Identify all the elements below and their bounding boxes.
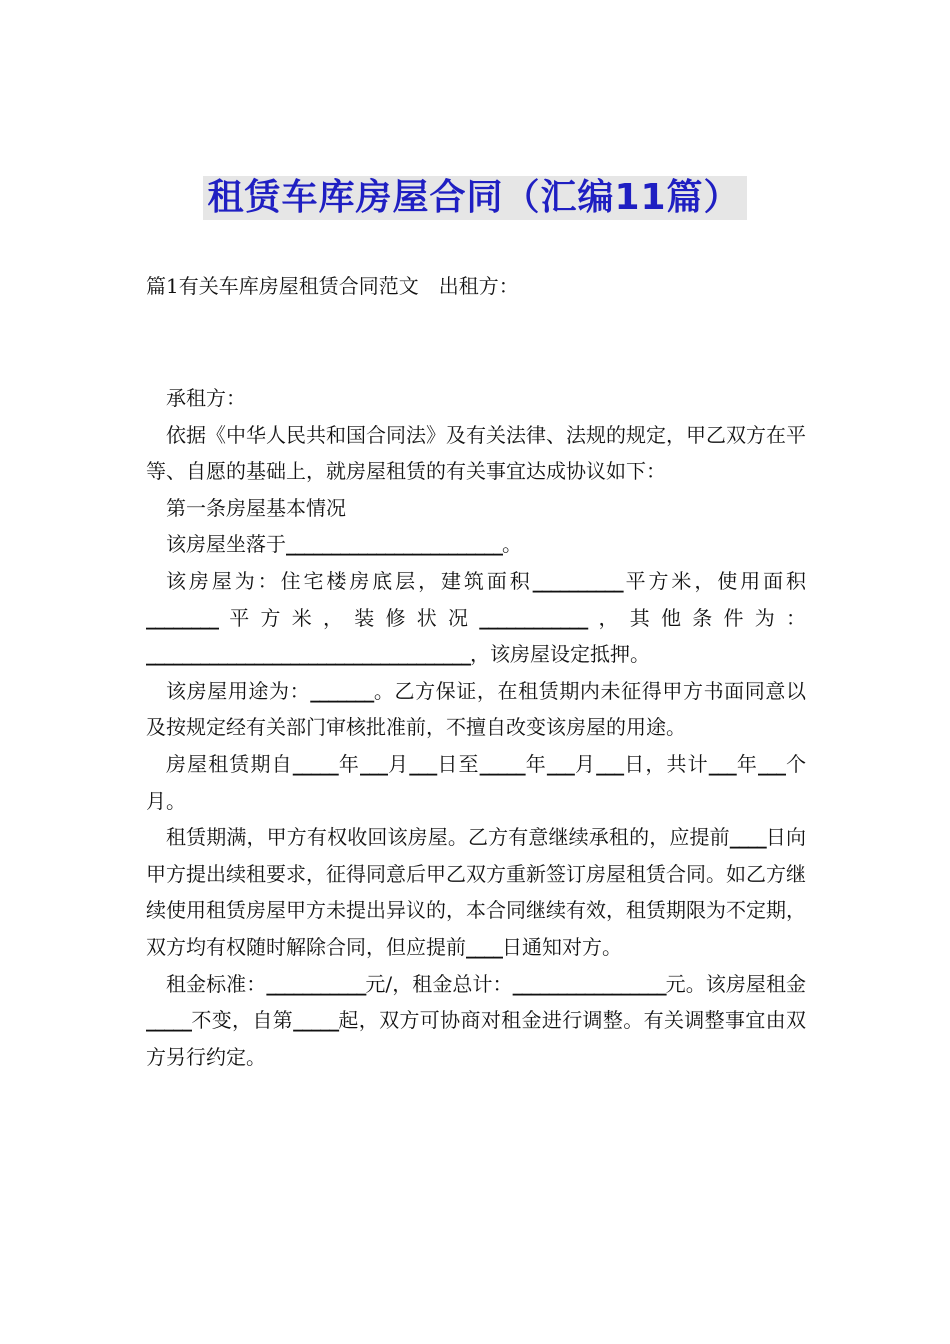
paragraph-text: 该房屋为：住宅楼房底层，建筑面积 <box>166 568 533 593</box>
blank-field: _____ <box>146 1008 191 1033</box>
paragraph-text: 租赁期满，甲方有权收回该房屋。乙方有意继续承租的，应提前 <box>166 825 730 850</box>
paragraph-text: 该房屋用途为： <box>166 678 311 703</box>
paragraph-text: 日向甲方提出续租要求，征得同意后甲乙双方重新签订房屋租赁合同。如乙方继续使用租赁房屋甲方未提出异议的，本合同继续有效，租赁期限为不定期，双方均有权随时解除合同，但应提前 <box>146 825 807 959</box>
contract-paragraph <box>146 380 806 417</box>
blank-field: __________ <box>532 568 623 593</box>
paragraph-text: 日，共计 <box>623 751 709 776</box>
paragraph-text: 依据《中华人民共和国合同法》及有关法律、法规的规定，甲乙双方在平等、自愿的基础上，就房屋租赁的有关事宜达成协议如下： <box>146 422 806 484</box>
paragraph-text: 月 <box>573 751 597 776</box>
blank-field: _________________ <box>512 971 666 996</box>
paragraph-text: 元。该房屋租金 <box>665 971 807 996</box>
paragraph-text: 日通知对方。 <box>502 934 622 959</box>
blank-field: ____________________________________ <box>146 642 470 667</box>
contract-paragraph <box>146 966 806 1076</box>
intro-line: 篇1有关车库房屋租赁合同范文 出租方： <box>146 274 519 298</box>
paragraph-text: 。 <box>502 532 522 557</box>
blank-field: _____ <box>479 751 525 776</box>
contract-body <box>146 380 806 1075</box>
blank-field: ___ <box>708 751 736 776</box>
blank-field: ________________________ <box>286 532 502 557</box>
paragraph-text: 。乙方保证，在租赁期内未征得甲方书面同意以及按规定经有关部门审核批准前，不擅自改变该房屋的用途。 <box>146 678 806 740</box>
blank-field: ____________ <box>479 605 588 630</box>
contract-paragraph <box>146 673 806 746</box>
paragraph-text: 日至 <box>436 751 480 776</box>
contract-paragraph <box>146 746 806 819</box>
blank-field: ___ <box>359 751 387 776</box>
contract-paragraph <box>146 490 806 527</box>
paragraph-text: 起，双方可协商对租金进行调整。有关调整事宜由双方另行约定。 <box>146 1008 807 1069</box>
contract-paragraph <box>146 819 806 965</box>
paragraph-text: 年 <box>524 751 547 776</box>
paragraph-text: 元/，租金总计： <box>365 971 513 996</box>
blank-field: ___ <box>409 751 437 776</box>
blank-field: ___ <box>757 751 785 776</box>
blank-field: ____ <box>729 825 766 850</box>
paragraph-text: 平方米，装修状况 <box>218 605 480 630</box>
paragraph-text: ，其他条件为： <box>587 605 806 630</box>
contract-paragraph <box>146 563 806 673</box>
blank-field: ________ <box>146 605 218 630</box>
document-title: 租赁车库房屋合同（汇编11篇） <box>203 176 746 220</box>
paragraph-text: 不变，自第 <box>191 1008 294 1033</box>
paragraph-text: 年 <box>735 751 758 776</box>
paragraph-text: ，该房屋设定抵押。 <box>470 642 650 667</box>
paragraph-text: 第一条房屋基本情况 <box>166 495 346 520</box>
paragraph-text: 该房屋坐落于 <box>166 532 286 557</box>
paragraph-text: 房屋租赁期自 <box>166 751 293 776</box>
title-container <box>0 176 950 220</box>
paragraph-text: 月 <box>386 751 410 776</box>
blank-field: ____ <box>466 934 502 959</box>
blank-field: ___ <box>596 751 624 776</box>
paragraph-text: 租金标准： <box>166 971 267 996</box>
paragraph-text: 年 <box>337 751 360 776</box>
contract-paragraph <box>146 526 806 563</box>
paragraph-text: 承租方： <box>166 386 246 410</box>
blank-field: _____ <box>292 751 338 776</box>
blank-field: ___________ <box>266 971 366 996</box>
blank-field: _____ <box>293 1008 339 1033</box>
paragraph-text: 平方米，使用面积 <box>622 568 807 593</box>
blank-field: ___ <box>546 751 574 776</box>
blank-field: _______ <box>310 678 374 703</box>
contract-paragraph <box>146 417 806 490</box>
paragraph-text: 个月。 <box>146 751 807 813</box>
